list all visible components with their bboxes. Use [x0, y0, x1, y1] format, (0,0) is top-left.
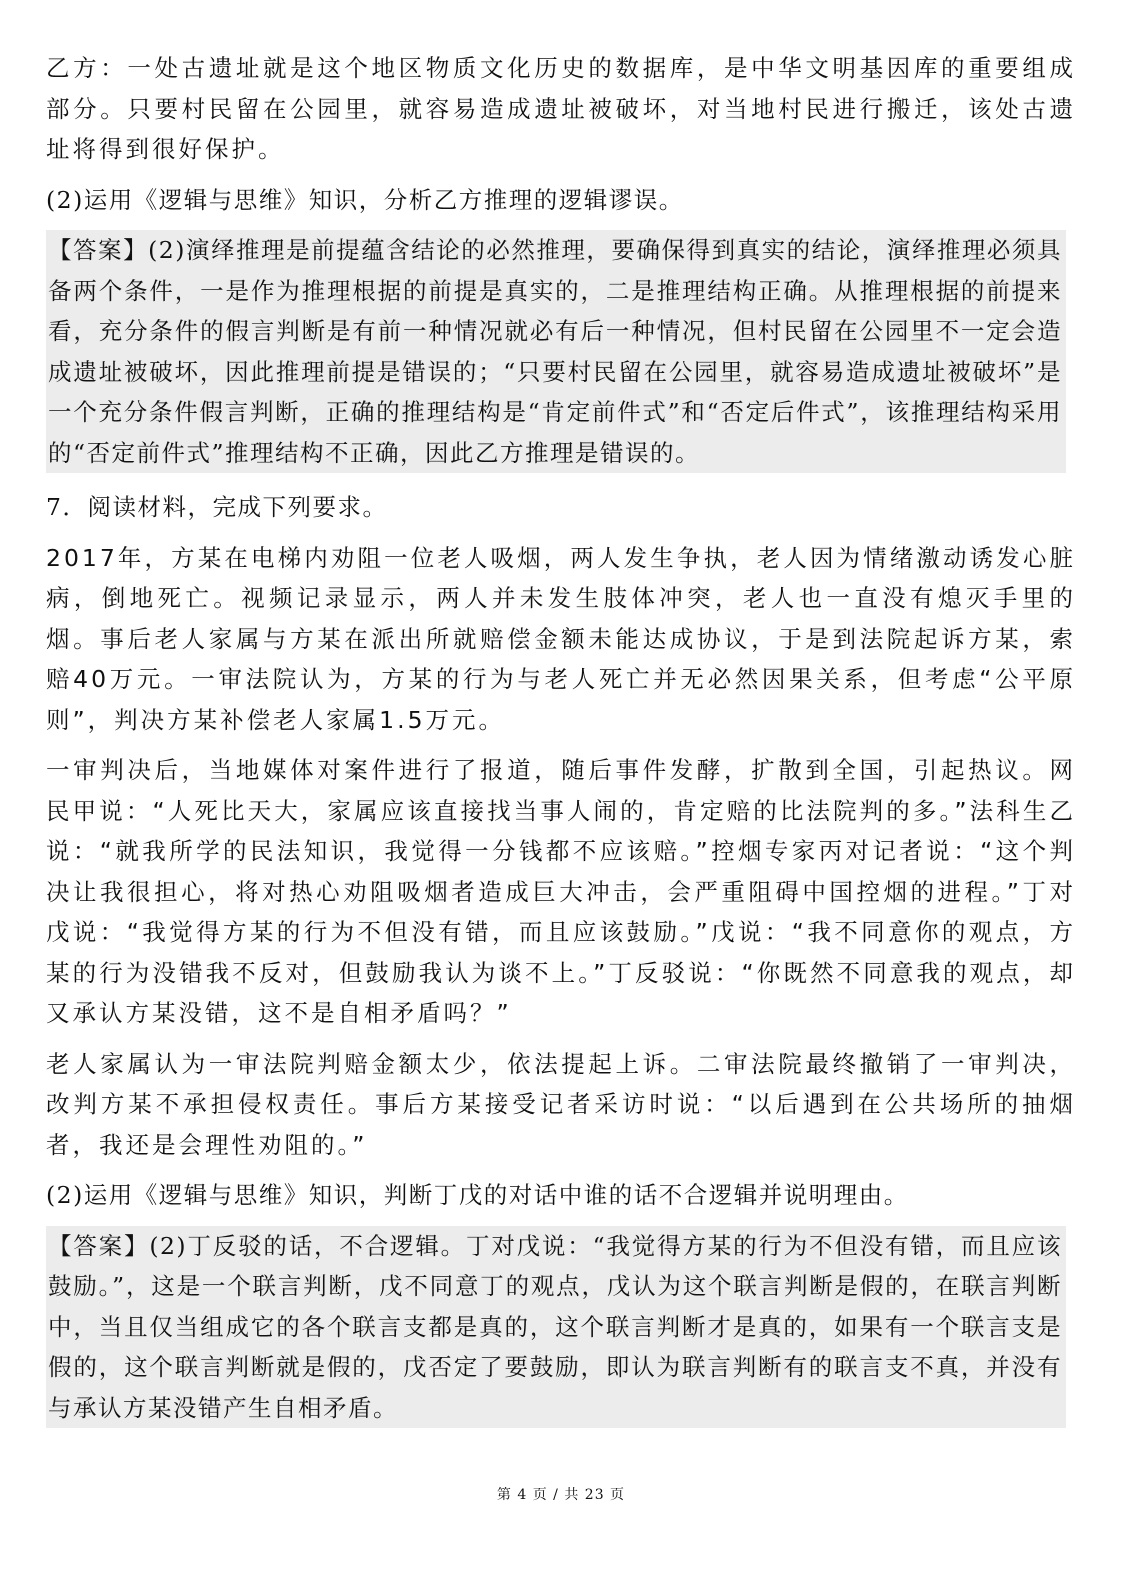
- answer-paragraph-7-2: [48, 1226, 1062, 1429]
- material-paragraph-3: 老人家属认为一审法院判赔金额太少，依法提起上诉。二审法院最终撤销了一审判决，改判方某不承担侵权责任。事后方某接受记者采访时说：“以后遇到在公共场所的抽烟者，我还是会理性劝阻的。”: [46, 1049, 1076, 1159]
- material-paragraph-yifang: 乙方：一处古遗址就是这个地区物质文化历史的数据库，是中华文明基因库的重要组成部分。只要村民留在公园里，就容易造成遗址被破坏，对当地村民进行搬迁，该处古遗址将得到很好保护。: [46, 54, 1076, 163]
- answer-paragraph-6-2: [48, 230, 1062, 473]
- page-footer: 第 4 页 / 共 23 页: [496, 1487, 626, 1503]
- material-paragraph-2: 一审判决后，当地媒体对案件进行了报道，随后事件发酵，扩散到全国，引起热议。网民甲说：“人死比天大，家属应该直接找当事人闹的，肯定赔的比法院判的多。”法科生乙说：“就我所学的民法知识，我觉得一分钱都不应该赔。”控烟专家丙对记者说：“这个判决让我很担心，将对热心劝阻吸烟者造成巨大冲击，会严重阻碍中国控烟的进程。”丁对戊说：“我觉得方某的行为不但没有错，而且应该鼓励。”戊说：“我不同意你的观点，方某的行为没错我不反对，但鼓励我认为谈不上。”丁反驳说：“你既然不同意我的观点，却又承认方某没错，这不是自相矛盾吗？”: [46, 756, 1076, 1027]
- answer-tag: 【答案】: [48, 1231, 150, 1260]
- answer-block-6-2: [46, 230, 1066, 473]
- question-6-2: (2)运用《逻辑与思维》知识，分析乙方推理的逻辑谬误。: [46, 185, 684, 214]
- answer-block-7-2: [46, 1226, 1066, 1429]
- question-7-heading: 7．阅读材料，完成下列要求。: [46, 493, 388, 521]
- material-paragraph-1: 2017年，方某在电梯内劝阻一位老人吸烟，两人发生争执，老人因为情绪激动诱发心脏病，倒地死亡。视频记录显示，两人并未发生肢体冲突，老人也一直没有熄灭手里的烟。事后老人家属与方某在派出所就赔偿金额未能达成协议，于是到法院起诉方某，索赔40万元。一审法院认为，方某的行为与老人死亡并无必然因果关系，但考虑“公平原则”，判决方某补偿老人家属1.5万元。: [46, 543, 1076, 734]
- question-7-2: (2)运用《逻辑与思维》知识，判断丁戊的对话中谁的话不合逻辑并说明理由。: [46, 1181, 909, 1209]
- page-content: [46, 48, 1076, 1442]
- answer-tag: 【答案】: [48, 236, 149, 264]
- answer-text: (2)丁反驳的话，不合逻辑。丁对戊说：“我觉得方某的行为不但没有错，而且应该鼓励。”，这是一个联言判断，戊不同意丁的观点，戊认为这个联言判断是假的，在联言判断中，当且仅当组成它的各个联言支都是真的，这个联言判断才是真的，如果有一个联言支是假的，这个联言判断就是假的，戊否定了要鼓励，即认为联言判断有的联言支不真，并没有与承认方某没错产生自相矛盾。: [48, 1231, 1062, 1422]
- answer-text: (2)演绎推理是前提蕴含结论的必然推理，要确保得到真实的结论，演绎推理必须具备两个条件，一是作为推理根据的前提是真实的，二是推理结构正确。从推理根据的前提来看，充分条件的假言判断是有前一种情况就必有后一种情况，但村民留在公园里不一定会造成遗址被破坏，因此推理前提是错误的；“只要村民留在公园里，就容易造成遗址被破坏”是一个充分条件假言判断，正确的推理结构是“肯定前件式”和“否定后件式”，该推理结构采用的“否定前件式”推理结构不正确，因此乙方推理是错误的。: [48, 236, 1062, 467]
